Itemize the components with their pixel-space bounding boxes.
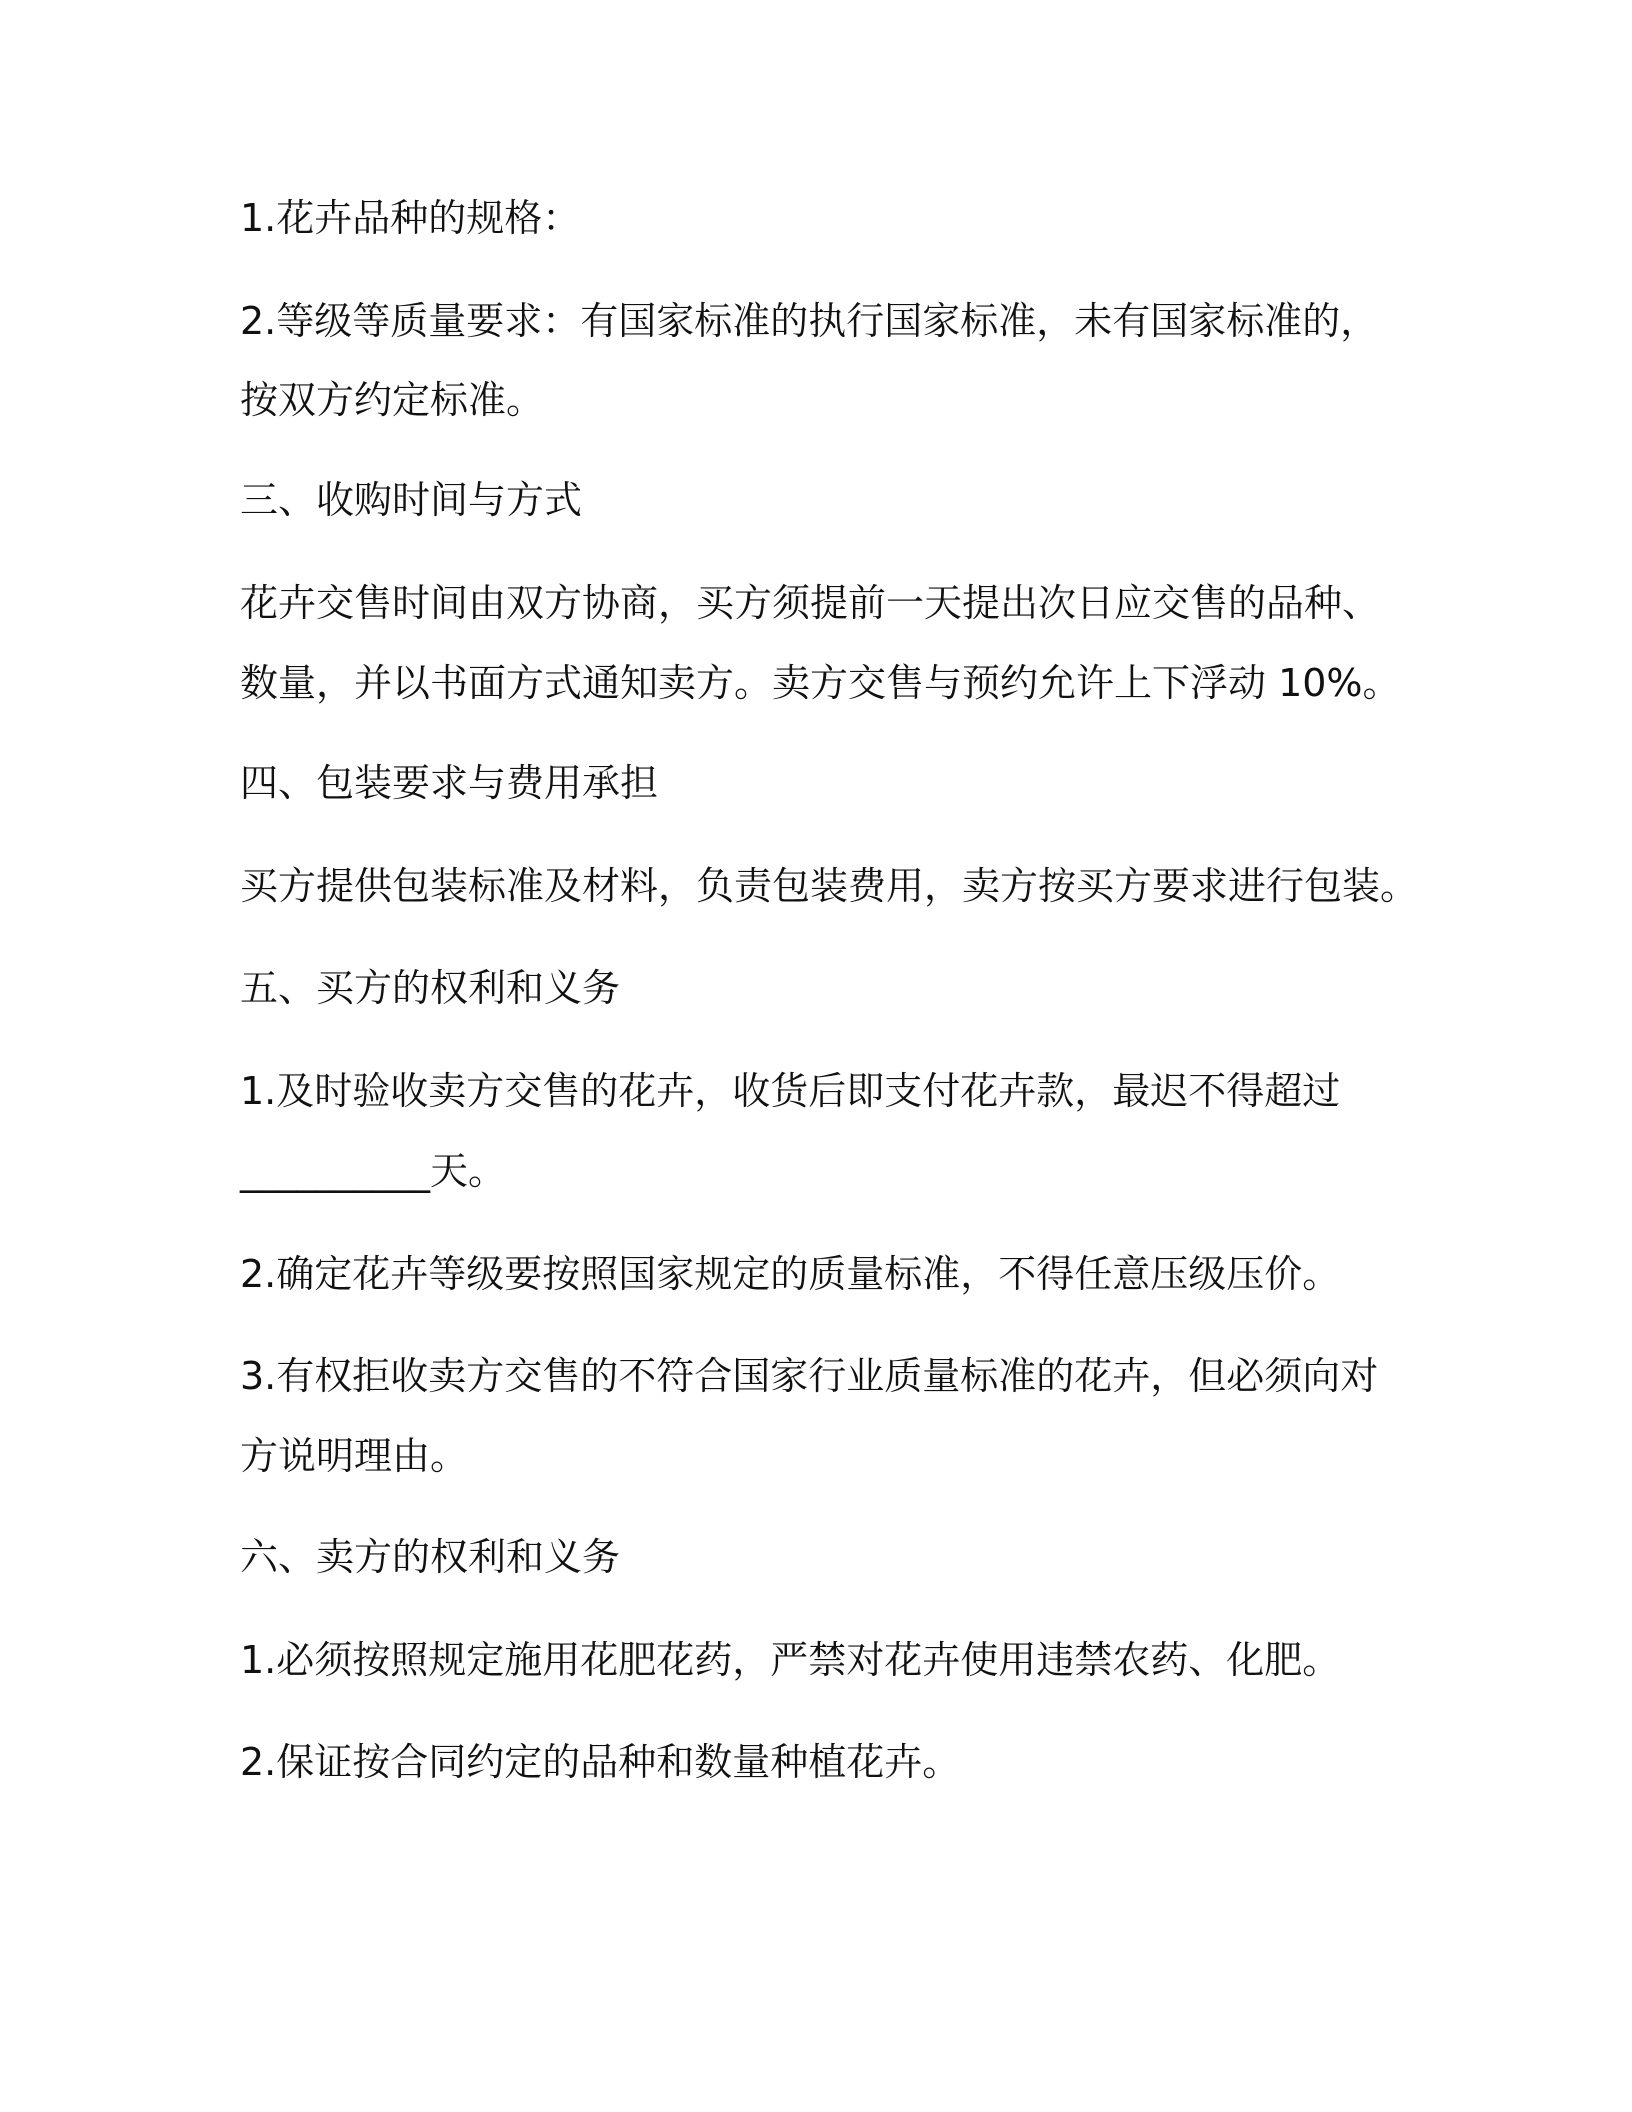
spec-item-1: 1.花卉品种的规格： — [240, 196, 581, 240]
buyer-duty-1-continued: __________天。 — [240, 1149, 507, 1193]
section-4-paragraph: 买方提供包装标准及材料，负责包装费用，卖方按买方要求进行包装。 — [240, 864, 1419, 908]
spec-item-2: 2.等级等质量要求：有国家标准的执行国家标准，未有国家标准的， — [240, 299, 1379, 343]
spec-item-2-continued: 按双方约定标准。 — [240, 378, 545, 422]
seller-duty-1: 1.必须按照规定施用花肥花药，严禁对花卉使用违禁农药、化肥。 — [240, 1638, 1341, 1682]
seller-duty-2: 2.保证按合同约定的品种和数量种植花卉。 — [240, 1740, 961, 1784]
section-3-paragraph-line-1: 花卉交售时间由双方协商，买方须提前一天提出次日应交售的品种、 — [240, 581, 1381, 625]
section-heading-5: 五、买方的权利和义务 — [240, 966, 621, 1010]
buyer-duty-2: 2.确定花卉等级要按照国家规定的质量标准，不得任意压级压价。 — [240, 1252, 1341, 1296]
section-heading-4: 四、包装要求与费用承担 — [240, 761, 659, 805]
buyer-duty-3-continued: 方说明理由。 — [240, 1434, 469, 1478]
section-heading-3: 三、收购时间与方式 — [240, 478, 583, 522]
section-heading-6: 六、卖方的权利和义务 — [240, 1535, 621, 1579]
buyer-duty-1: 1.及时验收卖方交售的花卉，收货后即支付花卉款，最迟不得超过 — [240, 1069, 1341, 1113]
section-3-paragraph-line-2: 数量，并以书面方式通知卖方。卖方交售与预约允许上下浮动 10%。 — [240, 661, 1401, 705]
buyer-duty-3: 3.有权拒收卖方交售的不符合国家行业质量标准的花卉，但必须向对 — [240, 1354, 1379, 1398]
